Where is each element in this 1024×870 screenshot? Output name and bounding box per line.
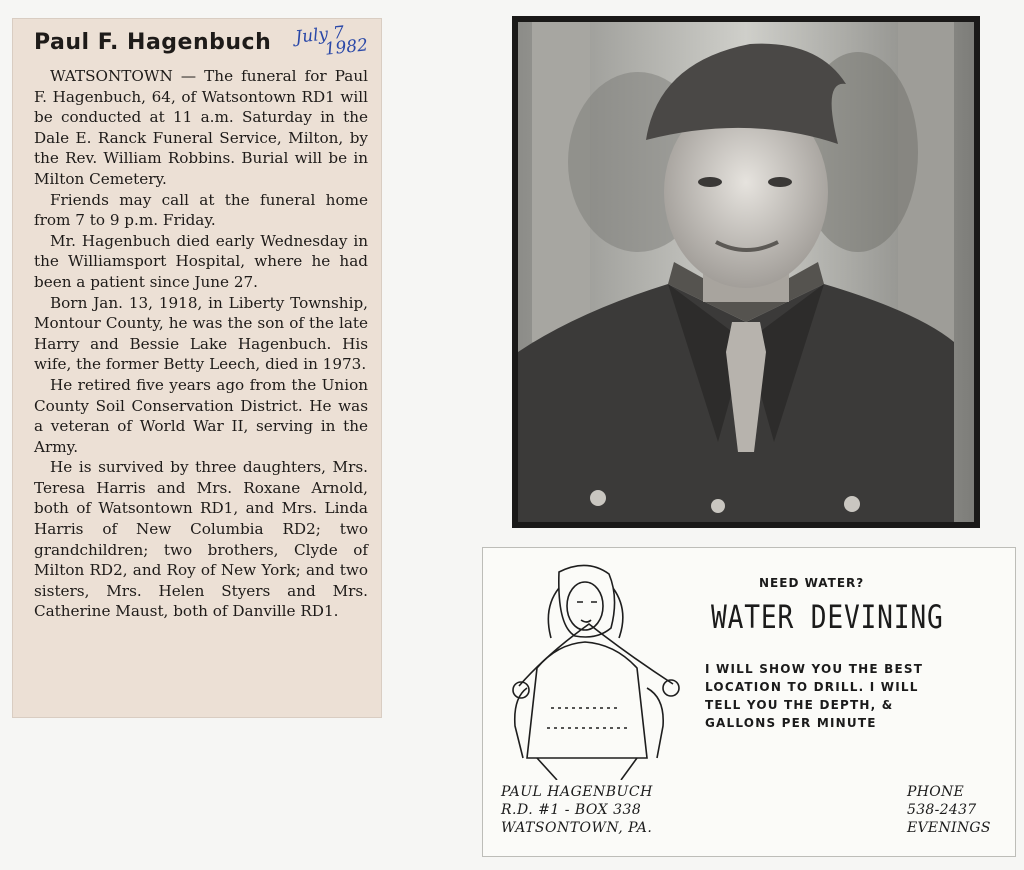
obituary-paragraph: He retired five years ago from the Union County Soil Conservation District. He was a veteran of World War II, serving in the Army.	[34, 375, 368, 456]
card-phone-line: 538-2437	[907, 802, 977, 818]
water-divining-business-card	[482, 547, 1016, 857]
handwritten-date-line: July 7	[294, 22, 346, 48]
obituary-title: Paul F. Hagenbuch	[34, 30, 272, 55]
soldier-portrait-photo	[512, 16, 980, 528]
obituary-paragraph: WATSONTOWN — The funeral for Paul F. Hagenbuch, 64, of Watsontown RD1 will be conducted at 11 a.m. Saturday in the Dale E. Ranck Funeral Service, Milton, by the Rev. William Robbins. Burial will be in Milton Cemetery.	[34, 67, 368, 188]
card-pitch-line: GALLONS PER MINUTE	[705, 716, 877, 730]
handwritten-date	[295, 21, 388, 60]
obituary-paragraph: Born Jan. 13, 1918, in Liberty Township, Montour County, he was the son of the late Harry and Bessie Lake Hagenbuch. His wife, the former Betty Leech, died in 1973.	[34, 293, 368, 374]
obituary-clipping	[12, 18, 382, 718]
card-address-line: WATSONTOWN, PA.	[501, 820, 653, 836]
card-pitch-line: I WILL SHOW YOU THE BEST	[705, 662, 924, 676]
portrait-illustration	[518, 22, 974, 522]
card-pitch	[705, 660, 1005, 732]
obituary-paragraph: Friends may call at the funeral home from 7 to 9 p.m. Friday.	[34, 190, 368, 230]
card-headline: WATER DEVINING	[711, 598, 944, 636]
card-phone-line: EVENINGS	[907, 820, 991, 836]
card-address	[501, 783, 653, 837]
obituary-paragraph: Mr. Hagenbuch died early Wednesday in the Williamsport Hospital, where he had been a patient since June 27.	[34, 231, 368, 291]
card-address-line: R.D. #1 - BOX 338	[501, 802, 642, 818]
card-phone-line: PHONE	[907, 784, 965, 800]
card-kicker: NEED WATER?	[759, 576, 865, 590]
card-pitch-line: TELL YOU THE DEPTH, &	[705, 698, 894, 712]
dowser-sketch-illustration	[497, 558, 697, 780]
obituary-body	[34, 66, 368, 622]
obituary-paragraph: He is survived by three daughters, Mrs. Teresa Harris and Mrs. Roxane Arnold, both of Watsontown RD1, and Mrs. Linda Harris of New Columbia RD2; two grandchildren; two brothers, Clyde of Milton RD2, and Roy of New York; and two sisters, Mrs. Helen Styers and Mrs. Catherine Maust, both of Danville RD1.	[34, 458, 368, 621]
card-pitch-line: LOCATION TO DRILL. I WILL	[705, 680, 919, 694]
clipping-header	[34, 22, 369, 66]
card-phone	[907, 783, 991, 837]
card-address-line: PAUL HAGENBUCH	[501, 784, 653, 800]
handwritten-date-line: 1982	[323, 35, 369, 60]
